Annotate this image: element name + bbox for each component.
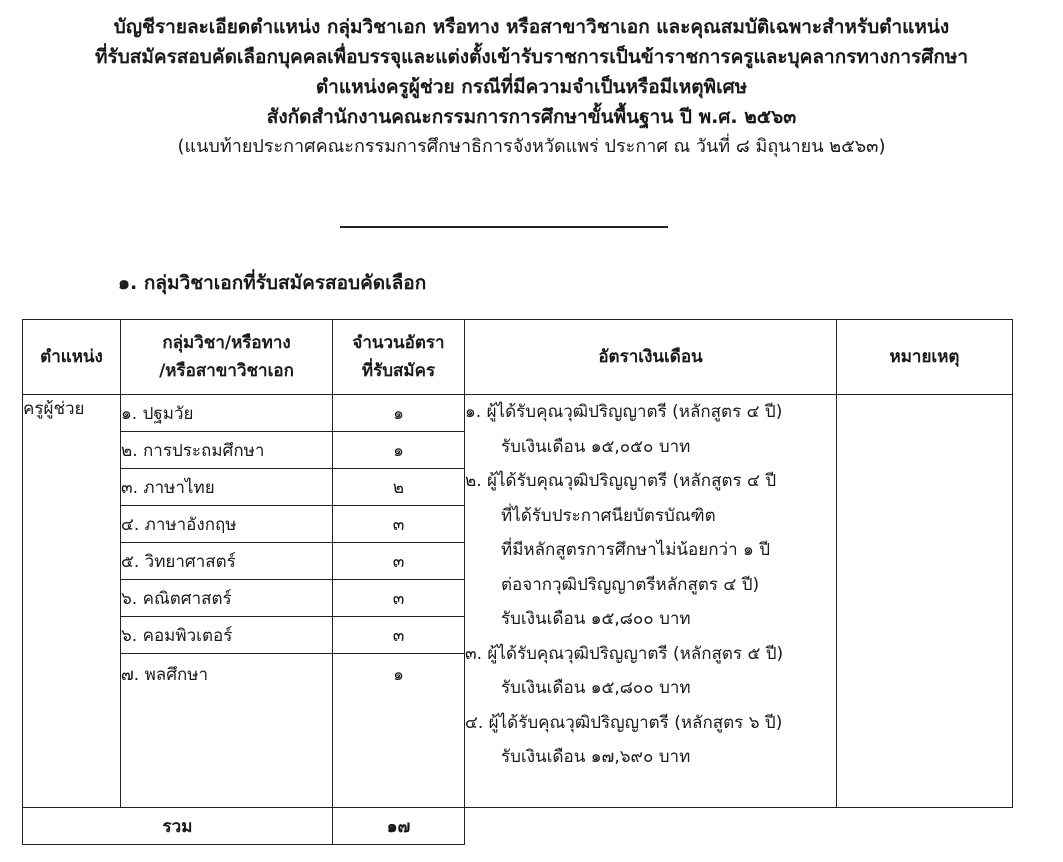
total-blank — [465, 808, 1013, 845]
header-position: ตำแหน่ง — [23, 320, 121, 395]
subject-cell: ๗. พลศึกษา — [121, 654, 333, 808]
total-label: รวม — [23, 808, 333, 845]
salary-line: รับเงินเดือน ๑๗,๖๙๐ บาท — [501, 747, 691, 767]
count-cell: ๒ — [333, 469, 465, 506]
count-cell: ๓ — [333, 543, 465, 580]
total-value: ๑๗ — [333, 808, 465, 845]
position-cell: ครูผู้ช่วย — [23, 395, 121, 808]
salary-line: ที่ได้รับประกาศนียบัตรบัณฑิต — [501, 505, 716, 526]
table-row — [23, 395, 1013, 432]
separator-rule — [340, 226, 668, 228]
document-header — [0, 12, 1063, 162]
table-header-row — [23, 320, 1013, 395]
count-cell: ๑ — [333, 654, 465, 808]
salary-cell — [465, 395, 837, 808]
count-cell: ๓ — [333, 506, 465, 543]
header-quota — [333, 320, 465, 395]
salary-line: ต่อจากวุฒิปริญญาตรีหลักสูตร ๔ ปี) — [501, 574, 760, 595]
header-title-line-4: สังกัดสำนักงานคณะกรรมการการศึกษาขั้นพื้นฐาน ปี พ.ศ. ๒๕๖๓ — [266, 106, 797, 128]
count-cell: ๑ — [333, 432, 465, 469]
salary-line: รับเงินเดือน ๑๕,๘๐๐ บาท — [501, 609, 691, 629]
header-title-line-1: บัญชีรายละเอียดตำแหน่ง กลุ่มวิชาเอก หรือทาง หรือสาขาวิชาเอก และคุณสมบัติเฉพาะสำหรับตำแหน่ง — [113, 16, 950, 38]
salary-line: รับเงินเดือน ๑๕,๘๐๐ บาท — [501, 678, 691, 698]
header-subject-line-2: /หรือสาขาวิชาเอก — [159, 361, 294, 381]
salary-line: ๑. ผู้ได้รับคุณวุฒิปริญญาตรี (หลักสูตร ๔ ปี) — [465, 402, 783, 422]
salary-line: ๔. ผู้ได้รับคุณวุฒิปริญญาตรี (หลักสูตร ๖ ปี) — [465, 712, 783, 733]
count-cell: ๓ — [333, 580, 465, 617]
header-subject-line-1: กลุ่มวิชา/หรือทาง — [162, 333, 291, 353]
header-title-line-2: ที่รับสมัครสอบคัดเลือกบุคคลเพื่อบรรจุและแต่งตั้งเข้ารับราชการเป็นข้าราชการครูและบุคลากรทางการศึกษา — [94, 46, 969, 68]
header-note: หมายเหตุ — [837, 320, 1013, 395]
salary-line: ๒. ผู้ได้รับคุณวุฒิปริญญาตรี (หลักสูตร ๔ ปี — [465, 471, 777, 491]
salary-line: ที่มีหลักสูตรการศึกษาไม่น้อยกว่า ๑ ปี — [501, 540, 771, 560]
header-title-line-3: ตำแหน่งครูผู้ช่วย กรณีที่มีความจำเป็นหรือมีเหตุพิเศษ — [315, 76, 748, 98]
header-quota-line-1: จำนวนอัตรา — [352, 333, 445, 353]
note-cell — [837, 395, 1013, 808]
subject-cell: ๒. การประถมศึกษา — [121, 432, 333, 469]
salary-line: รับเงินเดือน ๑๕,๐๕๐ บาท — [501, 436, 691, 457]
subject-cell: ๑. ปฐมวัย — [121, 395, 333, 432]
subject-cell: ๖. คณิตศาสตร์ — [121, 580, 333, 617]
header-salary: อัตราเงินเดือน — [465, 320, 837, 395]
subject-cell: ๓. ภาษาไทย — [121, 469, 333, 506]
table-total-row — [23, 808, 1013, 845]
header-subject — [121, 320, 333, 395]
count-cell: ๑ — [333, 395, 465, 432]
header-quota-line-2: ที่รับสมัคร — [361, 361, 436, 381]
subject-cell: ๕. วิทยาศาสตร์ — [121, 543, 333, 580]
header-subtitle: (แนบท้ายประกาศคณะกรรมการศึกษาธิการจังหวัดแพร่ ประกาศ ณ วันที่ ๘ มิถุนายน ๒๕๖๓) — [177, 136, 886, 157]
subject-cell: ๖. คอมพิวเตอร์ — [121, 617, 333, 654]
positions-table — [22, 319, 1013, 845]
salary-line: ๓. ผู้ได้รับคุณวุฒิปริญญาตรี (หลักสูตร ๕ ปี) — [465, 643, 784, 664]
count-cell: ๓ — [333, 617, 465, 654]
subject-cell: ๔. ภาษาอังกฤษ — [121, 506, 333, 543]
section-title: ๑. กลุ่มวิชาเอกที่รับสมัครสอบคัดเลือก — [118, 272, 427, 294]
